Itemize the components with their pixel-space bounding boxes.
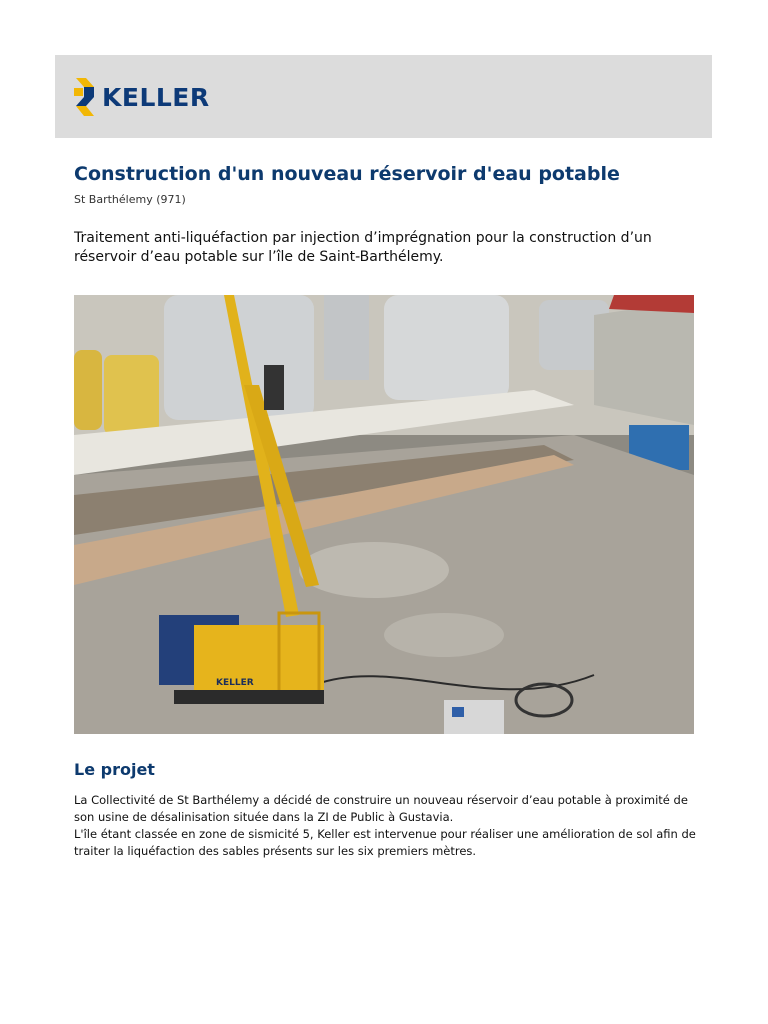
logo-text: KELLER [102,82,210,112]
project-body [74,792,699,860]
intro-text: Traitement anti-liquéfaction par injection d’imprégnation pour la construction d’un réservoir d’eau potable sur l’île de Saint-Barthélemy. [74,230,652,265]
construction-site-illustration [74,295,694,734]
project-paragraph-1: La Collectivité de St Barthélemy a décidé de construire un nouveau réservoir d’eau potable à proximité de son usine de désalinisation située dans la ZI de Public à Gustavia. [74,793,688,824]
keller-logo-icon [74,78,96,116]
location-label: St Barthélemy (971) [74,193,186,206]
machine-keller-label: KELLER [216,678,254,688]
page-title: Construction d'un nouveau réservoir d'eau potable [74,163,620,185]
project-paragraph-2: L'île étant classée en zone de sismicité 5, Keller est intervenue pour réaliser une amélioration de sol afin de traiter la liquéfaction des sables présents sur les six premiers mètres. [74,827,696,858]
site-photo [74,295,694,734]
keller-logo[interactable] [74,77,210,117]
project-heading: Le projet [74,760,155,779]
header-band [55,55,712,138]
